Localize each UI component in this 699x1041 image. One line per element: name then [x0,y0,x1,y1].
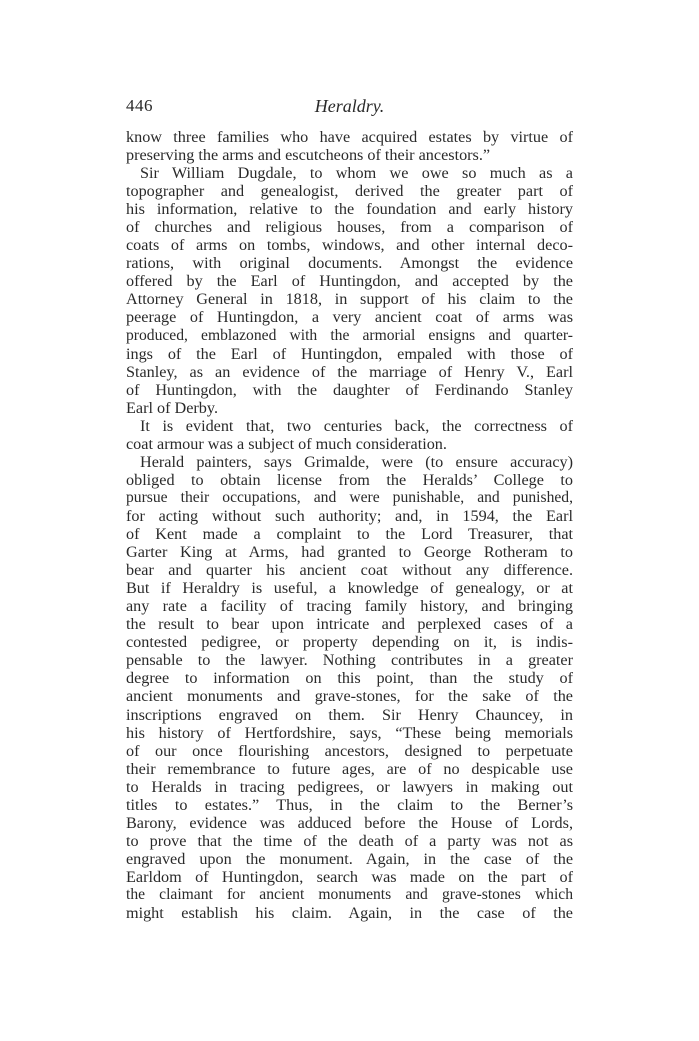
text-line: ancient monuments and grave-stones, for the sake of the [126,687,573,706]
text-line: Stanley, as an evidence of the marriage of Henry V., Earl [126,362,573,381]
text-line: Attorney General in 1818, in support of his claim to the [126,290,573,309]
text-line: Earldom of Huntingdon, search was made on the part of [126,867,573,886]
text-line: Sir William Dugdale, to whom we owe so much as a [140,164,573,183]
text-line: produced, emblazoned with the armorial ensigns and quarter- [126,326,573,344]
text-line: any rate a facility of tracing family history, and bringing [126,597,573,616]
text-line: might establish his claim. Again, in the case of the [126,904,573,923]
text-line: degree to information on this point, than the study of [126,669,573,688]
text-line: the claimant for ancient monuments and grave-stones which [126,885,573,903]
text-line: bear and quarter his ancient coat without any difference. [126,561,573,580]
text-line: It is evident that, two centuries back, the correctness of [140,416,573,435]
text-line: of our once flourishing ancestors, designed to perpetuate [126,741,573,760]
text-line: his history of Hertfordshire, says, “These being memorials [126,723,573,742]
page-header [126,96,573,126]
text-line: to Heralds in tracing pedigrees, or lawyers in making out [126,777,573,796]
text-line: obliged to obtain license from the Heralds’ College to [126,470,573,489]
text-line: coats of arms on tombs, windows, and other internal deco- [126,236,573,255]
text-line: preserving the arms and escutcheons of their ancestors.” [126,146,491,165]
text-line: of churches and religious houses, from a comparison of [126,218,573,237]
text-line: engraved upon the monument. Again, in the case of the [126,849,573,868]
text-line: of Kent made a complaint to the Lord Treasurer, that [126,525,573,544]
text-line: peerage of Huntingdon, a very ancient coat of arms was [126,308,573,327]
text-line: Garter King at Arms, had granted to George Rotheram to [126,543,573,562]
text-line: know three families who have acquired estates by virtue of [126,128,573,146]
text-line: Herald painters, says Grimalde, were (to ensure accuracy) [140,452,573,471]
text-line: the result to bear upon intricate and perplexed cases of a [126,615,573,634]
text-line: his information, relative to the foundation and early history [126,200,573,219]
page-number: 446 [126,96,153,115]
text-line: contested pedigree, or property depending on it, is indis- [126,633,573,652]
text-line: pursue their occupations, and were punishable, and punished, [126,488,573,506]
text-line: for acting without such authority; and, in 1594, the Earl [126,506,573,525]
text-line: offered by the Earl of Huntingdon, and accepted by the [126,272,573,291]
text-line: to prove that the time of the death of a party was not as [126,831,573,850]
text-line: ings of the Earl of Huntingdon, empaled with those of [126,344,573,363]
text-line: their remembrance to future ages, are of no despicable use [126,759,573,778]
text-line: coat armour was a subject of much consideration. [126,434,447,453]
book-page [126,96,573,922]
text-line: inscriptions engraved on them. Sir Henry Chauncey, in [126,705,573,724]
body-text [126,128,573,922]
text-line: topographer and genealogist, derived the greater part of [126,182,573,201]
text-line: pensable to the lawyer. Nothing contributes in a greater [126,651,573,670]
text-line: Barony, evidence was adduced before the House of Lords, [126,813,573,832]
text-line: rations, with original documents. Amongst the evidence [126,254,573,273]
text-line: Earl of Derby. [126,398,218,417]
running-title: Heraldry. [314,96,385,116]
text-line: titles to estates.” Thus, in the claim to the Berner’s [126,795,573,814]
text-line: But if Heraldry is useful, a knowledge of genealogy, or at [126,579,573,598]
text-line: of Huntingdon, with the daughter of Ferdinando Stanley [126,380,573,399]
